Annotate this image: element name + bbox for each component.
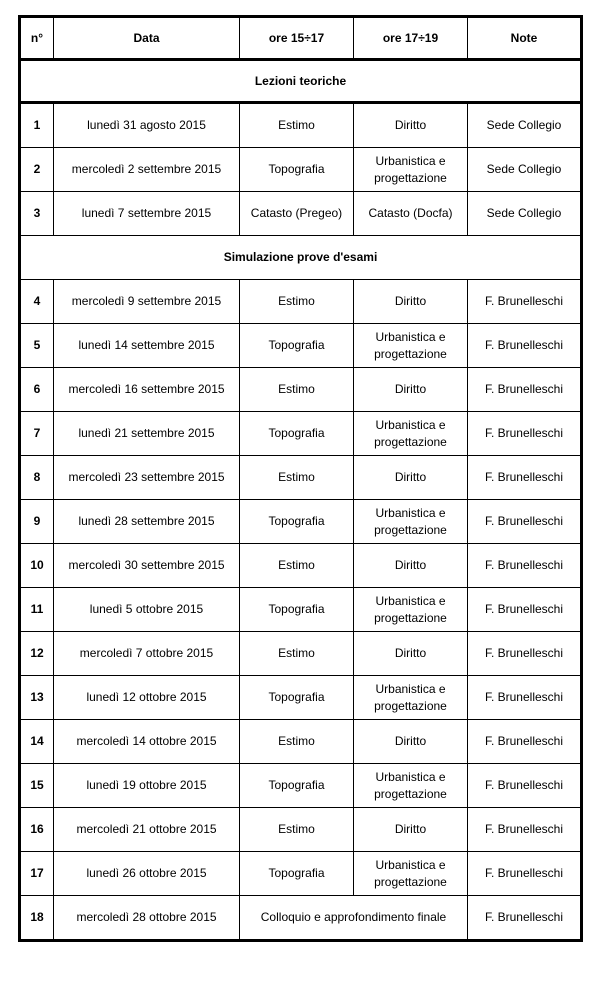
cell-n: 11	[20, 588, 54, 632]
table-row	[20, 500, 582, 544]
cell-n: 12	[20, 632, 54, 676]
table-row	[20, 764, 582, 808]
cell-n: 9	[20, 500, 54, 544]
cell-note: F. Brunelleschi	[468, 808, 582, 852]
cell-data: mercoledì 23 settembre 2015	[54, 456, 240, 500]
cell-slot2: Urbanistica e progettazione	[354, 148, 468, 192]
cell-note: Sede Collegio	[468, 192, 582, 236]
table-row	[20, 412, 582, 456]
header-slot1: ore 15÷17	[240, 17, 354, 60]
cell-slot2: Diritto	[354, 103, 468, 148]
table-header	[20, 17, 582, 60]
cell-slot1: Topografia	[240, 500, 354, 544]
cell-n: 4	[20, 280, 54, 324]
cell-n: 5	[20, 324, 54, 368]
cell-n: 15	[20, 764, 54, 808]
header-slot2: ore 17÷19	[354, 17, 468, 60]
table-body	[20, 60, 582, 941]
cell-slot1: Estimo	[240, 632, 354, 676]
cell-note: F. Brunelleschi	[468, 764, 582, 808]
table-row	[20, 720, 582, 764]
cell-data: mercoledì 2 settembre 2015	[54, 148, 240, 192]
cell-slot2: Diritto	[354, 808, 468, 852]
table-row	[20, 280, 582, 324]
cell-slot1: Estimo	[240, 544, 354, 588]
cell-note: F. Brunelleschi	[468, 500, 582, 544]
table-row	[20, 632, 582, 676]
cell-slot2: Catasto (Docfa)	[354, 192, 468, 236]
cell-data: lunedì 12 ottobre 2015	[54, 676, 240, 720]
schedule-table	[18, 15, 583, 942]
cell-slot1: Estimo	[240, 103, 354, 148]
cell-note: F. Brunelleschi	[468, 324, 582, 368]
cell-n: 14	[20, 720, 54, 764]
cell-note: Sede Collegio	[468, 103, 582, 148]
cell-slot2: Diritto	[354, 280, 468, 324]
table-row	[20, 852, 582, 896]
cell-note: F. Brunelleschi	[468, 412, 582, 456]
cell-slot1: Topografia	[240, 764, 354, 808]
cell-data: lunedì 31 agosto 2015	[54, 103, 240, 148]
table-row	[20, 676, 582, 720]
cell-slot1: Estimo	[240, 368, 354, 412]
cell-slot1: Topografia	[240, 324, 354, 368]
cell-data: mercoledì 9 settembre 2015	[54, 280, 240, 324]
table-row	[20, 324, 582, 368]
cell-slot2: Urbanistica e progettazione	[354, 324, 468, 368]
cell-data: mercoledì 30 settembre 2015	[54, 544, 240, 588]
table-row	[20, 588, 582, 632]
cell-note: F. Brunelleschi	[468, 368, 582, 412]
cell-slot1: Catasto (Pregeo)	[240, 192, 354, 236]
cell-n: 7	[20, 412, 54, 456]
cell-slot1: Topografia	[240, 852, 354, 896]
cell-note: F. Brunelleschi	[468, 544, 582, 588]
cell-merged: Colloquio e approfondimento finale	[240, 896, 468, 941]
cell-slot2: Diritto	[354, 720, 468, 764]
cell-note: F. Brunelleschi	[468, 676, 582, 720]
cell-n: 17	[20, 852, 54, 896]
cell-note: F. Brunelleschi	[468, 720, 582, 764]
cell-n: 8	[20, 456, 54, 500]
cell-note: F. Brunelleschi	[468, 588, 582, 632]
table-row	[20, 103, 582, 148]
cell-data: lunedì 5 ottobre 2015	[54, 588, 240, 632]
cell-data: mercoledì 28 ottobre 2015	[54, 896, 240, 941]
cell-slot2: Urbanistica e progettazione	[354, 676, 468, 720]
cell-data: mercoledì 21 ottobre 2015	[54, 808, 240, 852]
table-row	[20, 368, 582, 412]
cell-note: F. Brunelleschi	[468, 280, 582, 324]
table-row	[20, 544, 582, 588]
cell-note: Sede Collegio	[468, 148, 582, 192]
table-row	[20, 456, 582, 500]
cell-n: 2	[20, 148, 54, 192]
table-row	[20, 148, 582, 192]
cell-slot2: Urbanistica e progettazione	[354, 412, 468, 456]
cell-data: lunedì 21 settembre 2015	[54, 412, 240, 456]
cell-n: 1	[20, 103, 54, 148]
cell-slot2: Diritto	[354, 544, 468, 588]
cell-data: lunedì 26 ottobre 2015	[54, 852, 240, 896]
schedule-table-wrapper	[18, 15, 580, 942]
cell-slot1: Topografia	[240, 412, 354, 456]
cell-slot1: Topografia	[240, 676, 354, 720]
cell-n: 13	[20, 676, 54, 720]
table-row	[20, 808, 582, 852]
cell-data: mercoledì 14 ottobre 2015	[54, 720, 240, 764]
cell-slot2: Diritto	[354, 368, 468, 412]
cell-slot1: Estimo	[240, 808, 354, 852]
cell-data: lunedì 19 ottobre 2015	[54, 764, 240, 808]
cell-data: lunedì 14 settembre 2015	[54, 324, 240, 368]
cell-n: 16	[20, 808, 54, 852]
cell-n: 10	[20, 544, 54, 588]
cell-slot1: Estimo	[240, 456, 354, 500]
header-n: n°	[20, 17, 54, 60]
cell-data: lunedì 28 settembre 2015	[54, 500, 240, 544]
cell-slot1: Topografia	[240, 588, 354, 632]
cell-note: F. Brunelleschi	[468, 896, 582, 941]
header-note: Note	[468, 17, 582, 60]
section-title-theory: Lezioni teoriche	[20, 60, 582, 103]
cell-slot2: Urbanistica e progettazione	[354, 852, 468, 896]
cell-n: 6	[20, 368, 54, 412]
header-row	[20, 17, 582, 60]
cell-slot2: Diritto	[354, 632, 468, 676]
cell-n: 3	[20, 192, 54, 236]
table-row	[20, 192, 582, 236]
cell-slot1: Estimo	[240, 280, 354, 324]
cell-slot2: Urbanistica e progettazione	[354, 500, 468, 544]
cell-note: F. Brunelleschi	[468, 852, 582, 896]
cell-slot2: Diritto	[354, 456, 468, 500]
cell-slot1: Estimo	[240, 720, 354, 764]
header-data: Data	[54, 17, 240, 60]
cell-slot1: Topografia	[240, 148, 354, 192]
section-row-simulation	[20, 236, 582, 280]
cell-n: 18	[20, 896, 54, 941]
section-title-simulation: Simulazione prove d'esami	[20, 236, 582, 280]
cell-slot2: Urbanistica e progettazione	[354, 588, 468, 632]
section-row-theory	[20, 60, 582, 103]
cell-data: mercoledì 16 settembre 2015	[54, 368, 240, 412]
cell-data: lunedì 7 settembre 2015	[54, 192, 240, 236]
cell-note: F. Brunelleschi	[468, 632, 582, 676]
table-row-final	[20, 896, 582, 941]
cell-data: mercoledì 7 ottobre 2015	[54, 632, 240, 676]
cell-slot2: Urbanistica e progettazione	[354, 764, 468, 808]
cell-note: F. Brunelleschi	[468, 456, 582, 500]
